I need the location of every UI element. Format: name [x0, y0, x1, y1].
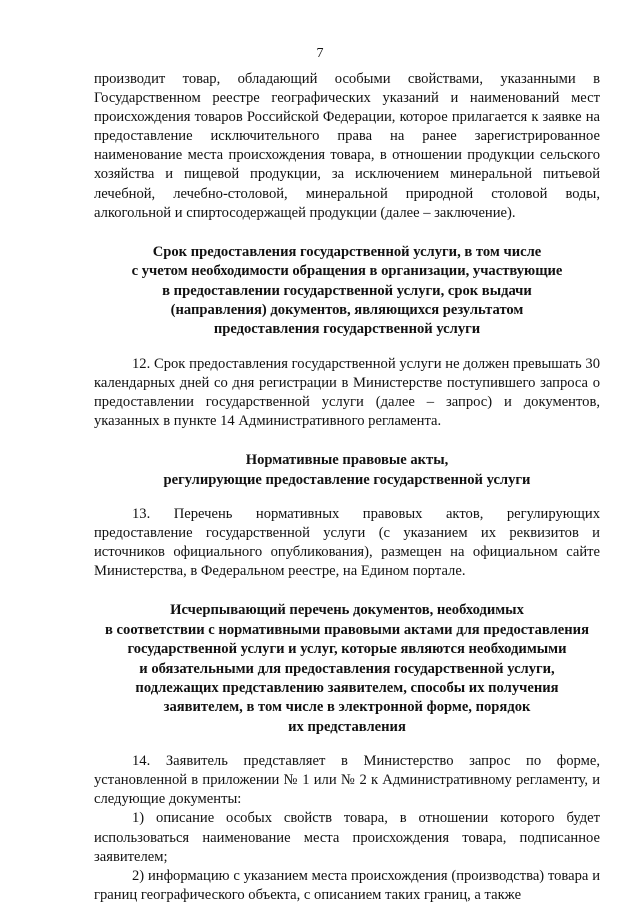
- heading-line: Срок предоставления государственной услуги, в том числе: [152, 243, 542, 260]
- paragraph-12: 12. Срок предоставления государственной услуги не должен превышать 30 календарных дней со дня регистрации в Министерстве поступившего запроса о предоставлении государственной услуги (далее – запрос) и документов, указанных в пункте 14 Административного регламента.: [94, 355, 600, 430]
- paragraph-13: 13. Перечень нормативных правовых актов, регулирующих предоставление государственной услуги (с указанием их реквизитов и источников официального опубликования), размещен на официальном сайте Министерства, в Федеральном реестре, на Едином портале.: [94, 505, 600, 580]
- heading-line: предоставления государственной услуги: [213, 321, 481, 338]
- heading-line: Нормативные правовые акты,: [245, 452, 449, 469]
- document-body: [94, 70, 600, 905]
- list-item-1: 1) описание особых свойств товара, в отношении которого будет использоваться наименование места происхождения товара, подписанное заявителем;: [94, 810, 600, 865]
- heading-line: подлежащих представлению заявителем, способы их получения: [135, 679, 559, 696]
- heading-line: Исчерпывающий перечень документов, необходимых: [170, 602, 524, 619]
- section-heading-documents-list: [94, 601, 600, 737]
- heading-line: заявителем, в том числе в электронной форме, порядок: [163, 699, 531, 716]
- heading-line: (направления) документов, являющихся результатом: [170, 301, 524, 318]
- heading-line: государственной услуги и услуг, которые являются необходимыми: [127, 641, 567, 658]
- intro-paragraph: производит товар, обладающий особыми свойствами, указанными в Государственном реестре географических указаний и наименований мест происхождения товаров Российской Федерации, которое прилагается к заявке на предоставление исключительного права на ранее зарегистрированное наименование места происхождения товара, в отношении продукции сельского хозяйства и пищевой продукции, за исключением минеральной питьевой лечебной, лечебно-столовой, минеральной природной столовой воды, алкогольной и спиртосодержащей продукции (далее – заключение).: [94, 71, 600, 221]
- section-heading-service-term: [94, 243, 600, 340]
- heading-line: в предоставлении государственной услуги, срок выдачи: [162, 282, 532, 299]
- heading-line: и обязательными для предоставления государственной услуги,: [139, 660, 555, 677]
- section-heading-legal-acts: [94, 451, 600, 490]
- page-number: 7: [316, 46, 324, 61]
- list-item-2: 2) информацию с указанием места происхождения (производства) товара и границ географического объекта, с описанием таких границ, а также: [94, 867, 600, 903]
- heading-line: их представления: [288, 718, 406, 735]
- heading-line: в соответствии с нормативными правовыми актами для предоставления: [105, 621, 589, 638]
- paragraph-14: 14. Заявитель представляет в Министерство запрос по форме, установленной в приложении № 1 или № 2 к Административному регламенту, и следующие документы:: [94, 753, 600, 808]
- heading-line: регулирующие предоставление государственной услуги: [163, 471, 531, 488]
- heading-line: с учетом необходимости обращения в организации, участвующие: [131, 263, 563, 280]
